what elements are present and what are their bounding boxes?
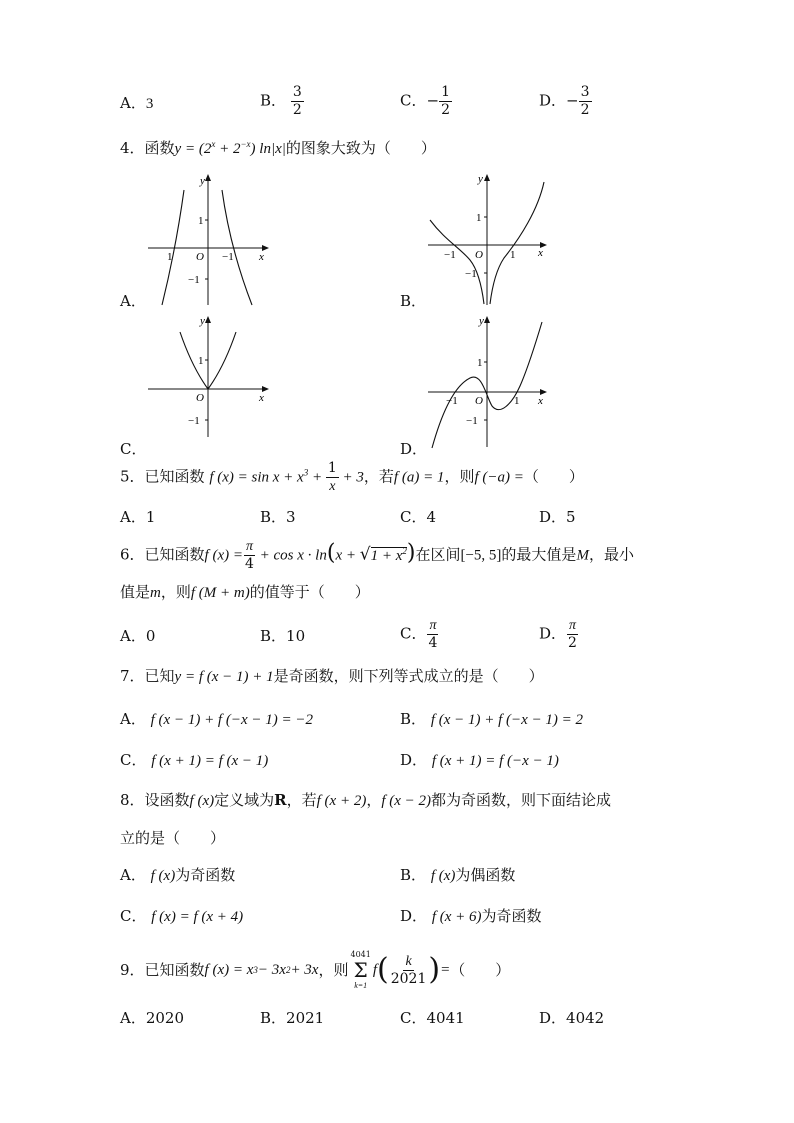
q5-option-b[interactable]: B．3 [260,508,296,526]
q9-option-c[interactable]: C．4041 [400,1009,465,1027]
q4-stem: 4．函数$y = (2^x + 2^{-x})$ ln|x|的图象大致为（ ） [120,139,436,157]
graph-a [140,170,275,310]
q8-option-c[interactable]: C． f (x) = f (x + 4) [120,907,244,925]
q9-option-b[interactable]: B．2021 [260,1009,325,1027]
svg-text:1: 1 [476,212,482,224]
svg-text:O: O [196,251,204,263]
svg-text:y: y [478,173,483,185]
svg-text:1: 1 [510,249,516,261]
graph-c [140,312,275,442]
svg-text:−1: −1 [444,249,456,261]
svg-text:1: 1 [198,355,204,367]
fraction: $\frac{\pi}{2}$ [568,618,577,651]
q6-option-c[interactable]: C． $\frac{\pi}{4}$ [400,618,438,651]
q4-choice-a[interactable]: A． [120,292,146,310]
q6-option-b[interactable]: B．10 [260,627,306,645]
q7-option-b[interactable]: B． f (x − 1) + f (−x − 1) = 2 [400,710,584,728]
q5-option-d[interactable]: D．5 [539,508,576,526]
fraction: $\frac{\pi}{4}$ [428,618,438,651]
q8-option-d[interactable]: D． f (x + 6)为奇函数 [400,907,542,925]
fraction: $\frac{3}{2}$ [580,84,590,118]
q6-stem-line1: 6．已知函数f (x) = $\frac{\pi}{4}$ + $\cos x \cdot \ln(x + √1 + x^2)$在区间[−5, 5]的最大值是M，最小 [120,539,634,572]
q8-option-b[interactable]: B． f (x)为偶函数 [400,866,516,884]
svg-text:x: x [538,247,543,259]
fraction: $\frac{3}{2}$ [292,84,302,118]
svg-text:−1: −1 [188,415,200,427]
svg-text:−1: −1 [188,274,200,286]
q4-choice-b[interactable]: B． [400,292,427,310]
q3-option-a[interactable]: A．3 [120,94,154,112]
svg-text:−1: −1 [222,251,234,263]
q5-stem: 5．已知函数 f $(x) = \sin x + x^3$ + $\frac{1}{x}$ + 3，若f (a) = 1，则f (−a) =（ ） [120,460,584,494]
svg-text:−1: −1 [446,395,458,407]
q6-option-d[interactable]: D． $\frac{\pi}{2}$ [539,618,577,651]
svg-text:x: x [259,251,264,263]
q3-option-b[interactable]: B． $\frac{3}{2}$ [260,84,302,118]
q8-stem-line1: 8．设函数f (x)定义域为R，若f (x + 2)，f (x − 2)都为奇函数，则下面结论成 [120,791,612,809]
q7-option-a[interactable]: A． f (x − 1) + f (−x − 1) = −2 [120,710,313,728]
q9-option-d[interactable]: D．4042 [539,1009,605,1027]
svg-text:y: y [479,315,484,327]
svg-text:O: O [475,249,483,261]
svg-text:x: x [538,395,543,407]
summation: 4041 Σ k=1 [350,950,371,990]
q6-stem-line2: 值是m，则f (M + m)的值等于（ ） [120,583,370,601]
q8-option-a[interactable]: A． f (x)为奇函数 [120,866,236,884]
fraction: $\frac{1}{x}$ [327,460,337,494]
svg-text:1: 1 [514,395,520,407]
svg-text:1: 1 [198,215,204,227]
svg-text:1: 1 [167,251,173,263]
q7-option-c[interactable]: C． f (x + 1) = f (x − 1) [120,751,269,769]
q7-stem: 7．已知y = f (x − 1) + 1是奇函数，则下列等式成立的是（ ） [120,667,544,685]
q7-option-d[interactable]: D． f (x + 1) = f (−x − 1) [400,751,559,769]
fraction: $\frac{1}{2}$ [441,84,450,118]
q8-stem-line2: 立的是（ ） [120,829,226,847]
q4-choice-d[interactable]: D． [400,440,428,458]
q9-stem: 9．已知函数 f (x) = x 3 − 3x 2 + 3x ，则 4041 Σ k=1 f ( $\frac{k}{2021}$ ) = （ ） [120,950,511,990]
q3-option-c[interactable]: C．− $\frac{1}{2}$ [400,84,450,118]
fraction: $\frac{\pi}{4}$ [244,539,254,572]
svg-text:O: O [475,395,483,407]
svg-text:y: y [200,175,205,187]
graph-b [420,170,555,310]
svg-text:x: x [259,392,264,404]
sqrt-body: $1 + x^2$ [370,545,407,564]
q5-option-c[interactable]: C．4 [400,508,437,526]
q4-choice-c[interactable]: C． [120,440,147,458]
svg-text:−1: −1 [466,415,478,427]
q9-option-a[interactable]: A．2020 [120,1009,185,1027]
svg-text:O: O [196,392,204,404]
q3-option-d[interactable]: D．− $\frac{3}{2}$ [539,84,590,118]
svg-text:y: y [200,315,205,327]
q5-option-a[interactable]: A．1 [120,508,156,526]
graph-d [420,312,555,452]
fraction: $\frac{k}{2021}$ [390,953,427,987]
svg-text:−1: −1 [465,268,477,280]
q6-option-a[interactable]: A．0 [120,627,156,645]
svg-text:1: 1 [477,357,483,369]
